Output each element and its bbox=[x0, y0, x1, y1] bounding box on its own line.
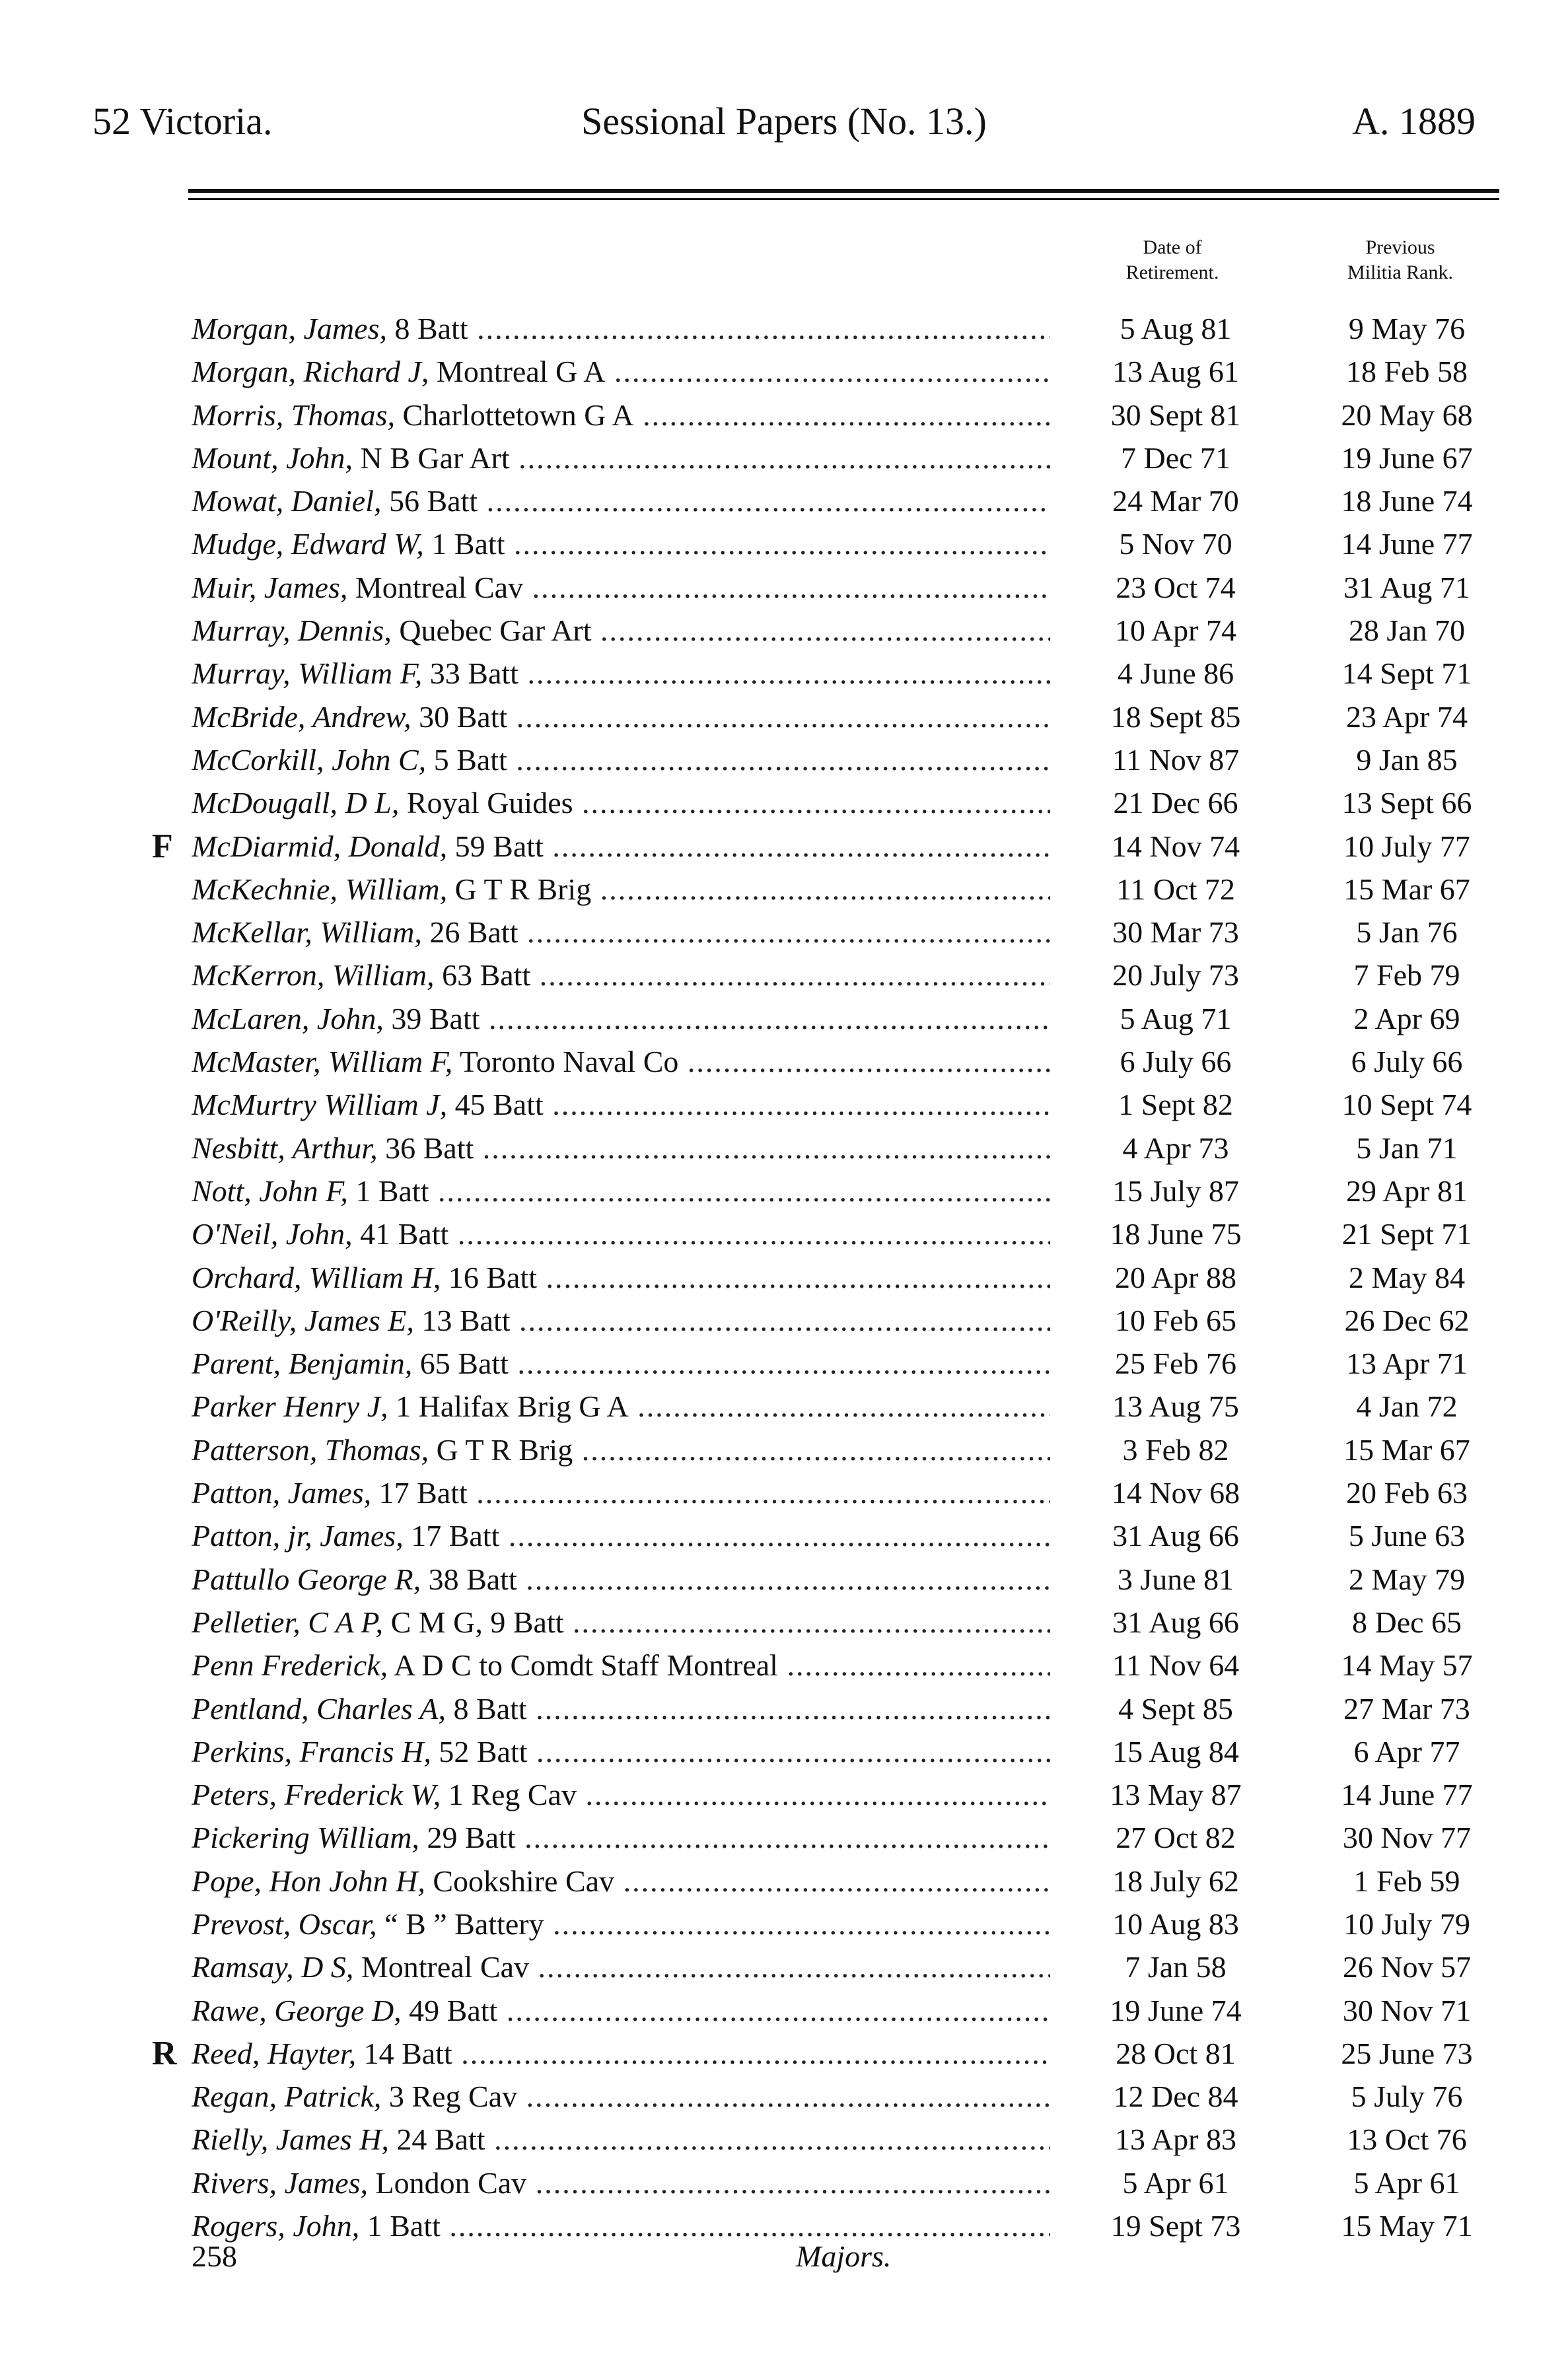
officer-name: McBride, Andrew, bbox=[192, 699, 411, 734]
previous-militia-rank-date: 26 Dec 62 bbox=[1344, 1303, 1470, 1337]
officer-name: McMurtry William J, bbox=[192, 1088, 448, 1122]
officer-entry bbox=[192, 437, 1050, 479]
officer-unit: 24 Batt bbox=[388, 2122, 485, 2157]
officer-entry bbox=[192, 1989, 1050, 2032]
previous-militia-rank-date: 2 Apr 69 bbox=[1353, 1001, 1460, 1035]
officer-unit: Cookshire Cav bbox=[425, 1864, 615, 1898]
column-header-date-line2: Retirement. bbox=[1125, 262, 1219, 283]
previous-militia-rank-date: 13 Oct 76 bbox=[1347, 2122, 1467, 2157]
officer-unit: 17 Batt bbox=[403, 1519, 500, 1553]
officer-entry bbox=[192, 954, 1050, 997]
previous-militia-rank-date: 30 Nov 71 bbox=[1342, 1993, 1472, 2027]
officer-name: Nott, John F, bbox=[192, 1173, 348, 1208]
officer-unit: 26 Batt bbox=[421, 915, 518, 950]
table-row bbox=[0, 307, 1568, 350]
header-title: Sessional Papers (No. 13.) bbox=[581, 100, 987, 143]
previous-militia-rank-date: 6 Apr 77 bbox=[1353, 1734, 1460, 1768]
officer-name: Parker Henry J, bbox=[192, 1389, 388, 1424]
table-row bbox=[0, 1903, 1568, 1945]
table-row bbox=[0, 1471, 1568, 1514]
officer-name: Penn Frederick, bbox=[192, 1648, 388, 1683]
previous-militia-rank-date: 18 June 74 bbox=[1341, 484, 1473, 518]
retirement-date: 31 Aug 66 bbox=[1057, 1514, 1295, 1557]
retirement-date: 11 Nov 87 bbox=[1057, 738, 1295, 781]
previous-militia-rank-date: 30 Nov 77 bbox=[1342, 1821, 1472, 1855]
officer-name: O'Neil, John, bbox=[192, 1217, 353, 1251]
officer-name: Perkins, Francis H, bbox=[192, 1734, 431, 1768]
officer-name: Muir, James, bbox=[192, 570, 348, 604]
officer-entry bbox=[192, 1428, 1050, 1471]
officer-unit: G T R Brig bbox=[429, 1432, 573, 1467]
header-rule-thick bbox=[188, 189, 1499, 193]
retirement-date: 13 Aug 61 bbox=[1057, 350, 1295, 393]
table-row bbox=[0, 394, 1568, 437]
officer-entry bbox=[192, 1601, 1050, 1644]
officer-name: Peters, Frederick W, bbox=[192, 1778, 441, 1812]
officer-entry bbox=[192, 2032, 1050, 2075]
retirement-date: 18 July 62 bbox=[1057, 1860, 1295, 1903]
officer-name: Rawe, George D, bbox=[192, 1993, 402, 2027]
header-rule-thin bbox=[188, 198, 1499, 200]
previous-militia-rank-date: 21 Sept 71 bbox=[1341, 1217, 1472, 1251]
officer-unit: 8 Batt bbox=[386, 312, 468, 345]
officer-entry bbox=[192, 1816, 1050, 1859]
officer-entry bbox=[192, 1945, 1050, 1988]
retirement-date: 14 Nov 68 bbox=[1057, 1471, 1295, 1514]
table-row bbox=[0, 954, 1568, 997]
retirement-date: 23 Oct 74 bbox=[1057, 566, 1295, 609]
retirement-date: 19 Sept 73 bbox=[1057, 2204, 1295, 2247]
officer-unit: 14 Batt bbox=[356, 2036, 452, 2070]
officer-entry bbox=[192, 1040, 1050, 1083]
officer-name: McKechnie, William, bbox=[192, 872, 448, 906]
previous-militia-rank-date: 5 Jan 71 bbox=[1356, 1131, 1458, 1165]
table-row bbox=[0, 1299, 1568, 1342]
retirement-date: 4 Apr 73 bbox=[1057, 1127, 1295, 1170]
retirement-date: 5 Aug 71 bbox=[1057, 997, 1295, 1040]
officer-unit: 1 Batt bbox=[423, 527, 505, 561]
table-row bbox=[0, 1644, 1568, 1687]
officer-name: Patton, jr, James, bbox=[192, 1519, 404, 1553]
officer-entry bbox=[192, 394, 1050, 437]
previous-militia-rank-date: 31 Aug 71 bbox=[1343, 570, 1470, 604]
retirement-date: 11 Oct 72 bbox=[1057, 868, 1295, 911]
table-row bbox=[0, 1558, 1568, 1601]
officer-name: Patterson, Thomas, bbox=[192, 1432, 429, 1467]
officer-name: Morris, Thomas, bbox=[192, 398, 396, 432]
officer-unit: 65 Batt bbox=[412, 1347, 509, 1381]
column-header-date-of-retirement bbox=[1090, 235, 1255, 285]
retirement-date: 30 Sept 81 bbox=[1057, 394, 1295, 437]
officer-name: Mowat, Daniel, bbox=[192, 484, 382, 518]
officer-unit: N B Gar Art bbox=[353, 440, 510, 475]
table-row bbox=[0, 479, 1568, 522]
previous-militia-rank-date: 13 Sept 66 bbox=[1341, 786, 1472, 820]
officer-unit: C M G, 9 Batt bbox=[383, 1605, 564, 1639]
retirement-date: 5 Aug 81 bbox=[1057, 307, 1295, 350]
previous-militia-rank-date: 14 June 77 bbox=[1341, 1778, 1473, 1812]
officer-unit: Montreal G A bbox=[429, 355, 606, 389]
retirement-date: 20 July 73 bbox=[1057, 954, 1295, 997]
officer-name: Prevost, Oscar, bbox=[192, 1907, 377, 1941]
officer-entry bbox=[192, 1256, 1050, 1299]
officer-name: Murray, Dennis, bbox=[192, 613, 392, 648]
retirement-date: 10 Apr 74 bbox=[1057, 609, 1295, 652]
officer-unit: 41 Batt bbox=[352, 1217, 449, 1251]
page-number: 258 bbox=[192, 2239, 237, 2273]
table-row bbox=[0, 2118, 1568, 2161]
row-marker: F bbox=[152, 827, 173, 865]
officer-unit: 8 Batt bbox=[446, 1691, 527, 1726]
retirement-date: 5 Nov 70 bbox=[1057, 522, 1295, 565]
table-row bbox=[0, 1127, 1568, 1170]
retirement-date: 7 Jan 58 bbox=[1057, 1945, 1295, 1988]
officer-name: Regan, Patrick, bbox=[192, 2080, 382, 2114]
officer-unit: 38 Batt bbox=[421, 1562, 517, 1596]
table-row bbox=[0, 2075, 1568, 2118]
officer-entry bbox=[192, 1514, 1050, 1557]
table-row bbox=[0, 1601, 1568, 1644]
officer-name: McCorkill, John C, bbox=[192, 742, 427, 777]
table-row bbox=[0, 350, 1568, 393]
previous-militia-rank-date: 20 Feb 63 bbox=[1346, 1476, 1468, 1510]
officer-unit: Charlottetown G A bbox=[395, 398, 634, 432]
retirement-date: 13 May 87 bbox=[1057, 1773, 1295, 1816]
officer-unit: Montreal Cav bbox=[347, 570, 524, 604]
retirement-date: 6 July 66 bbox=[1057, 1040, 1295, 1083]
officer-entry bbox=[192, 781, 1050, 824]
officer-unit: 49 Batt bbox=[401, 1993, 498, 2027]
officer-name: Mount, John, bbox=[192, 440, 353, 475]
previous-militia-rank-date: 15 May 71 bbox=[1341, 2209, 1473, 2243]
column-header-previous-rank bbox=[1308, 235, 1493, 285]
table-row bbox=[0, 652, 1568, 695]
officer-entry bbox=[192, 479, 1050, 522]
column-header-prev-line1: Previous bbox=[1365, 236, 1435, 258]
officer-name: Mudge, Edward W, bbox=[192, 527, 424, 561]
table-row bbox=[0, 997, 1568, 1040]
table-row bbox=[0, 868, 1568, 911]
officer-name: Orchard, William H, bbox=[192, 1260, 441, 1294]
officer-entry bbox=[192, 652, 1050, 695]
officer-name: Pelletier, C A P, bbox=[192, 1605, 384, 1639]
officer-entry bbox=[192, 1083, 1050, 1126]
previous-militia-rank-date: 10 July 77 bbox=[1343, 829, 1470, 863]
officer-unit: 52 Batt bbox=[431, 1734, 528, 1768]
retirement-date: 12 Dec 84 bbox=[1057, 2075, 1295, 2118]
officer-entry bbox=[192, 350, 1050, 393]
retirement-date: 30 Mar 73 bbox=[1057, 911, 1295, 954]
retirement-date: 19 June 74 bbox=[1057, 1989, 1295, 2032]
officer-list bbox=[0, 307, 1568, 2247]
table-row bbox=[0, 825, 1568, 868]
officer-entry bbox=[192, 1385, 1050, 1428]
retirement-date: 14 Nov 74 bbox=[1057, 825, 1295, 868]
officer-entry bbox=[192, 522, 1050, 565]
officer-entry bbox=[192, 2075, 1050, 2118]
officer-entry bbox=[192, 1212, 1050, 1255]
officer-name: Pickering William, bbox=[192, 1821, 419, 1855]
officer-entry bbox=[192, 1903, 1050, 1945]
previous-militia-rank-date: 15 Mar 67 bbox=[1343, 872, 1470, 906]
officer-entry bbox=[192, 1471, 1050, 1514]
header-year: A. 1889 bbox=[1352, 100, 1476, 143]
retirement-date: 7 Dec 71 bbox=[1057, 437, 1295, 479]
officer-entry bbox=[192, 1558, 1050, 1601]
officer-unit: 1 Batt bbox=[359, 2209, 441, 2243]
officer-entry bbox=[192, 307, 1050, 350]
officer-entry bbox=[192, 566, 1050, 609]
officer-unit: Montreal Cav bbox=[353, 1950, 530, 1984]
officer-unit: 39 Batt bbox=[383, 1001, 480, 1035]
retirement-date: 3 June 81 bbox=[1057, 1558, 1295, 1601]
retirement-date: 31 Aug 66 bbox=[1057, 1601, 1295, 1644]
officer-entry bbox=[192, 1644, 1050, 1687]
officer-entry bbox=[192, 1127, 1050, 1170]
table-row bbox=[0, 1040, 1568, 1083]
officer-unit: 17 Batt bbox=[371, 1476, 468, 1510]
table-row bbox=[0, 738, 1568, 781]
retirement-date: 15 Aug 84 bbox=[1057, 1730, 1295, 1773]
officer-entry bbox=[192, 997, 1050, 1040]
retirement-date: 4 June 86 bbox=[1057, 652, 1295, 695]
officer-entry bbox=[192, 1773, 1050, 1816]
table-row bbox=[0, 1212, 1568, 1255]
previous-militia-rank-date: 5 Jan 76 bbox=[1356, 915, 1458, 950]
table-row bbox=[0, 1342, 1568, 1385]
officer-name: Pentland, Charles A, bbox=[192, 1691, 446, 1726]
table-row bbox=[0, 609, 1568, 652]
officer-name: McKellar, William, bbox=[192, 915, 422, 950]
previous-militia-rank-date: 18 Feb 58 bbox=[1346, 355, 1468, 389]
table-row bbox=[0, 522, 1568, 565]
previous-militia-rank-date: 6 July 66 bbox=[1351, 1045, 1463, 1079]
previous-militia-rank-date: 29 Apr 81 bbox=[1346, 1173, 1468, 1208]
officer-name: Rogers, John, bbox=[192, 2209, 360, 2243]
previous-militia-rank-date: 14 May 57 bbox=[1341, 1648, 1473, 1683]
table-row bbox=[0, 781, 1568, 824]
previous-militia-rank-date: 26 Nov 57 bbox=[1342, 1950, 1472, 1984]
previous-militia-rank-date: 25 June 73 bbox=[1341, 2036, 1473, 2070]
officer-unit: 59 Batt bbox=[447, 829, 544, 863]
previous-militia-rank-date: 23 Apr 74 bbox=[1346, 699, 1468, 734]
officer-name: Pope, Hon John H, bbox=[192, 1864, 425, 1898]
officer-unit: 1 Halifax Brig G A bbox=[388, 1389, 629, 1424]
table-row bbox=[0, 566, 1568, 609]
officer-name: Pattullo George R, bbox=[192, 1562, 421, 1596]
retirement-date: 27 Oct 82 bbox=[1057, 1816, 1295, 1859]
officer-unit: 1 Reg Cav bbox=[441, 1778, 577, 1812]
officer-entry bbox=[192, 1730, 1050, 1773]
retirement-date: 10 Aug 83 bbox=[1057, 1903, 1295, 1945]
officer-name: Parent, Benjamin, bbox=[192, 1347, 413, 1381]
retirement-date: 4 Sept 85 bbox=[1057, 1687, 1295, 1730]
officer-unit: 30 Batt bbox=[411, 699, 508, 734]
officer-entry bbox=[192, 868, 1050, 911]
retirement-date: 18 June 75 bbox=[1057, 1212, 1295, 1255]
previous-militia-rank-date: 28 Jan 70 bbox=[1348, 613, 1466, 648]
column-header-date-line1: Date of bbox=[1143, 236, 1202, 258]
officer-name: Murray, William F, bbox=[192, 656, 423, 691]
previous-militia-rank-date: 5 June 63 bbox=[1348, 1519, 1466, 1553]
previous-militia-rank-date: 2 May 79 bbox=[1348, 1562, 1466, 1596]
officer-unit: 45 Batt bbox=[447, 1088, 544, 1122]
retirement-date: 13 Aug 75 bbox=[1057, 1385, 1295, 1428]
officer-entry bbox=[192, 738, 1050, 781]
officer-name: McKerron, William, bbox=[192, 958, 435, 993]
page-footer bbox=[0, 2239, 1568, 2292]
officer-entry bbox=[192, 609, 1050, 652]
section-label: Majors. bbox=[796, 2239, 892, 2273]
previous-militia-rank-date: 5 Apr 61 bbox=[1353, 2165, 1460, 2200]
officer-name: Rivers, James, bbox=[192, 2165, 368, 2200]
officer-unit: 5 Batt bbox=[426, 742, 507, 777]
table-row bbox=[0, 437, 1568, 479]
officer-unit: G T R Brig bbox=[447, 872, 592, 906]
officer-entry bbox=[192, 1687, 1050, 1730]
row-marker: R bbox=[152, 2034, 177, 2072]
table-row bbox=[0, 1945, 1568, 1988]
table-row bbox=[0, 1428, 1568, 1471]
previous-militia-rank-date: 10 July 79 bbox=[1343, 1907, 1470, 1941]
officer-entry bbox=[192, 1860, 1050, 1903]
officer-unit: London Cav bbox=[367, 2165, 527, 2200]
retirement-date: 15 July 87 bbox=[1057, 1170, 1295, 1212]
retirement-date: 21 Dec 66 bbox=[1057, 781, 1295, 824]
table-row bbox=[0, 1170, 1568, 1212]
previous-militia-rank-date: 10 Sept 74 bbox=[1341, 1088, 1472, 1122]
officer-name: Morgan, James, bbox=[192, 312, 387, 345]
officer-entry bbox=[192, 2161, 1050, 2204]
officer-entry bbox=[192, 695, 1050, 738]
officer-unit: Toronto Naval Co bbox=[452, 1045, 679, 1079]
officer-name: Ramsay, D S, bbox=[192, 1950, 354, 1984]
table-row bbox=[0, 1816, 1568, 1859]
officer-entry bbox=[192, 911, 1050, 954]
table-row bbox=[0, 2161, 1568, 2204]
table-row bbox=[0, 1730, 1568, 1773]
officer-name: Rielly, James H, bbox=[192, 2122, 389, 2157]
retirement-date: 20 Apr 88 bbox=[1057, 1256, 1295, 1299]
officer-name: O'Reilly, James E, bbox=[192, 1303, 414, 1337]
officer-entry bbox=[192, 1170, 1050, 1212]
officer-name: Morgan, Richard J, bbox=[192, 355, 429, 389]
officer-name: Patton, James, bbox=[192, 1476, 372, 1510]
table-row bbox=[0, 2032, 1568, 2075]
officer-name: Nesbitt, Arthur, bbox=[192, 1131, 378, 1165]
table-row bbox=[0, 1385, 1568, 1428]
officer-unit: 29 Batt bbox=[419, 1821, 516, 1855]
retirement-date: 11 Nov 64 bbox=[1057, 1644, 1295, 1687]
officer-unit: 13 Batt bbox=[413, 1303, 511, 1337]
table-row bbox=[0, 1514, 1568, 1557]
retirement-date: 5 Apr 61 bbox=[1057, 2161, 1295, 2204]
previous-militia-rank-date: 8 Dec 65 bbox=[1351, 1605, 1462, 1639]
retirement-date: 3 Feb 82 bbox=[1057, 1428, 1295, 1471]
officer-entry bbox=[192, 1342, 1050, 1385]
officer-name: McDiarmid, Donald, bbox=[192, 829, 448, 863]
previous-militia-rank-date: 19 June 67 bbox=[1341, 440, 1473, 475]
table-row bbox=[0, 1256, 1568, 1299]
officer-unit: 3 Reg Cav bbox=[381, 2080, 518, 2114]
previous-militia-rank-date: 15 Mar 67 bbox=[1343, 1432, 1470, 1467]
previous-militia-rank-date: 9 Jan 85 bbox=[1356, 742, 1458, 777]
officer-unit: A D C to Comdt Staff Montreal bbox=[388, 1648, 778, 1683]
previous-militia-rank-date: 14 Sept 71 bbox=[1341, 656, 1472, 691]
officer-unit: 36 Batt bbox=[377, 1131, 474, 1165]
retirement-date: 1 Sept 82 bbox=[1057, 1083, 1295, 1126]
previous-militia-rank-date: 2 May 84 bbox=[1348, 1260, 1466, 1294]
officer-unit: 56 Batt bbox=[381, 484, 478, 518]
officer-name: McMaster, William F, bbox=[192, 1045, 453, 1079]
officer-unit: Quebec Gar Art bbox=[391, 613, 592, 648]
retirement-date: 28 Oct 81 bbox=[1057, 2032, 1295, 2075]
table-row bbox=[0, 911, 1568, 954]
officer-name: McDougall, D L, bbox=[192, 786, 400, 820]
previous-militia-rank-date: 20 May 68 bbox=[1341, 398, 1473, 432]
officer-unit: 63 Batt bbox=[434, 958, 531, 993]
retirement-date: 18 Sept 85 bbox=[1057, 695, 1295, 738]
previous-militia-rank-date: 5 July 76 bbox=[1351, 2080, 1463, 2114]
officer-entry bbox=[192, 825, 1050, 868]
officer-unit: Royal Guides bbox=[399, 786, 573, 820]
officer-unit: 1 Batt bbox=[347, 1173, 429, 1208]
table-row bbox=[0, 1989, 1568, 2032]
retirement-date: 25 Feb 76 bbox=[1057, 1342, 1295, 1385]
previous-militia-rank-date: 4 Jan 72 bbox=[1356, 1389, 1458, 1424]
retirement-date: 10 Feb 65 bbox=[1057, 1299, 1295, 1342]
officer-unit: 33 Batt bbox=[422, 656, 518, 691]
previous-militia-rank-date: 27 Mar 73 bbox=[1343, 1691, 1470, 1726]
table-row bbox=[0, 1773, 1568, 1816]
retirement-date: 24 Mar 70 bbox=[1057, 479, 1295, 522]
officer-unit: “ B ” Battery bbox=[376, 1907, 544, 1941]
column-header-prev-line2: Militia Rank. bbox=[1347, 262, 1453, 283]
officer-entry bbox=[192, 2118, 1050, 2161]
table-row bbox=[0, 1687, 1568, 1730]
officer-name: Reed, Hayter, bbox=[192, 2036, 357, 2070]
officer-entry bbox=[192, 1299, 1050, 1342]
officer-name: McLaren, John, bbox=[192, 1001, 384, 1035]
previous-militia-rank-date: 14 June 77 bbox=[1341, 527, 1473, 561]
previous-militia-rank-date: 9 May 76 bbox=[1348, 312, 1466, 345]
table-row bbox=[0, 695, 1568, 738]
running-header bbox=[0, 99, 1568, 158]
table-row bbox=[0, 1083, 1568, 1126]
table-row bbox=[0, 1860, 1568, 1903]
previous-militia-rank-date: 13 Apr 71 bbox=[1346, 1347, 1468, 1381]
header-session: 52 Victoria. bbox=[92, 100, 273, 143]
retirement-date: 13 Apr 83 bbox=[1057, 2118, 1295, 2161]
officer-unit: 16 Batt bbox=[441, 1260, 538, 1294]
previous-militia-rank-date: 7 Feb 79 bbox=[1353, 958, 1460, 993]
previous-militia-rank-date: 1 Feb 59 bbox=[1353, 1864, 1460, 1898]
